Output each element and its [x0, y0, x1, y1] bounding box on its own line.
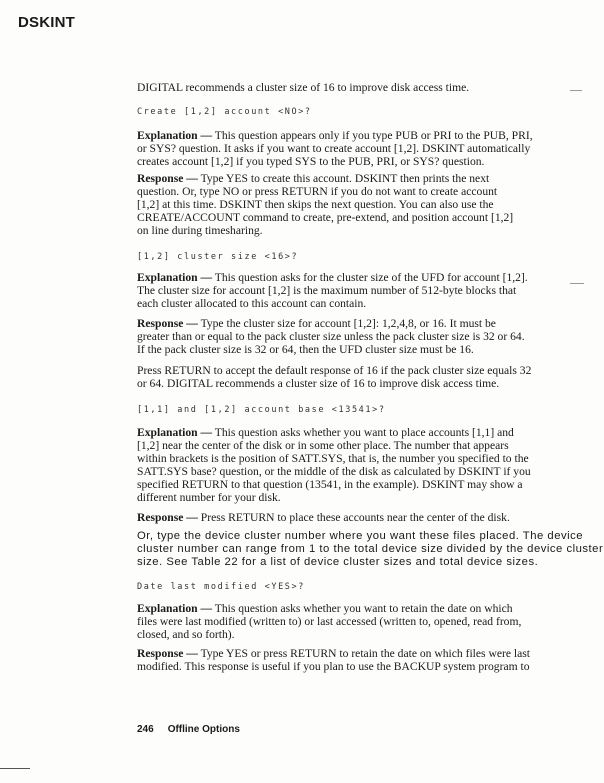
- scan-mark: [570, 90, 582, 91]
- page-footer: [137, 724, 254, 735]
- text-line: cluster number can range from 1 to the total device size divided by the device cluster: [137, 543, 604, 555]
- text-line: [137, 511, 577, 524]
- paragraph-text: Type the cluster size for account [1,2]: 1,2,4,8, or 16. It must be: [197, 317, 496, 330]
- explanation-paragraph: [137, 271, 577, 310]
- text-line: [137, 602, 577, 615]
- text-line: [137, 271, 577, 284]
- text-line: closed, and so forth).: [137, 628, 235, 641]
- text-line: creates account [1,2] if you typed SYS to the PUB, PRI, or SYS? question.: [137, 155, 485, 168]
- paragraph-label: Response —: [137, 317, 198, 330]
- text-line: [137, 426, 577, 439]
- text-line: files were last modified (written to) or last accessed (written to, opened, read from,: [137, 615, 522, 628]
- text-line: [137, 647, 577, 660]
- text-line: within brackets is the position of SATT.SYS, that is, the number you specified to the: [137, 452, 529, 465]
- text-line: modified. This response is useful if you plan to use the BACKUP system program to: [137, 660, 530, 673]
- text-line: [137, 317, 577, 330]
- text-line: Press RETURN to accept the default response of 16 if the pack cluster size equals 32: [137, 364, 532, 377]
- text-line: question. Or, type NO or press RETURN if you do not want to create account: [137, 185, 498, 198]
- footer-section-title: Offline Options: [167, 724, 240, 735]
- paragraph-text: This question asks whether you want to retain the date on which: [212, 602, 513, 615]
- response-paragraph: [137, 511, 577, 524]
- paragraph: [137, 81, 577, 94]
- text-line: each cluster allocated to this account can contain.: [137, 297, 367, 310]
- text-line: DIGITAL recommends a cluster size of 16 to improve disk access time.: [137, 81, 470, 94]
- response-paragraph: [137, 647, 577, 673]
- paragraph-label: Response —: [137, 647, 198, 660]
- text-line: size. See Table 22 for a list of device cluster sizes and total device sizes.: [137, 556, 539, 568]
- scan-mark: [570, 283, 584, 284]
- text-line: If the pack cluster size is 32 or 64, then the UFD cluster size must be 16.: [137, 343, 474, 356]
- explanation-paragraph: [137, 426, 577, 504]
- paragraph-label: Response —: [137, 511, 198, 524]
- response-paragraph: [137, 172, 577, 237]
- paragraph-text: This question asks whether you want to place accounts [1,1] and: [212, 426, 514, 439]
- text-line: on line during timesharing.: [137, 224, 263, 237]
- text-line: different number for your disk.: [137, 491, 281, 504]
- response-paragraph: [137, 317, 577, 356]
- terminal-prompt: Create [1,2] account <NO>?: [137, 107, 312, 117]
- paragraph-label: Explanation —: [137, 602, 213, 615]
- paragraph-label: Explanation —: [137, 129, 213, 142]
- paragraph-label: Response —: [137, 172, 198, 185]
- explanation-paragraph: [137, 129, 577, 168]
- terminal-prompt: [1,2] cluster size <16>?: [137, 252, 299, 262]
- text-line: [1,2] near the center of the disk or in some other place. The number that appears: [137, 439, 509, 452]
- text-line: CREATE/ACCOUNT command to create, pre-extend, and position account [1,2]: [137, 211, 514, 224]
- paragraph-text: Type YES to create this account. DSKINT then prints the next: [197, 172, 490, 185]
- paragraph-text: Type YES or press RETURN to retain the date on which files were last: [197, 647, 530, 660]
- text-line: Or, type the device cluster number where you want these files placed. The device: [137, 530, 584, 542]
- paragraph-label: Explanation —: [137, 271, 213, 284]
- text-line: specified RETURN to that question (13541, in the example). DSKINT may show a: [137, 478, 523, 491]
- text-line: or SYS? question. It asks if you want to create account [1,2]. DSKINT automatically: [137, 142, 531, 155]
- paragraph: [137, 364, 577, 390]
- terminal-prompt: Date last modified <YES>?: [137, 582, 305, 592]
- text-line: or 64. DIGITAL recommends a cluster size of 16 to improve disk access time.: [137, 377, 500, 390]
- text-line: greater than or equal to the pack cluster size unless the pack cluster size is 32 or 64.: [137, 330, 525, 343]
- text-line: [137, 129, 577, 142]
- section-header: DSKINT: [18, 14, 76, 31]
- page-number: 246: [137, 724, 154, 735]
- paragraph-text: This question asks for the cluster size of the UFD for account [1,2].: [212, 271, 528, 284]
- scan-mark: [0, 768, 30, 769]
- paragraph: [137, 530, 604, 569]
- terminal-prompt: [1,1] and [1,2] account base <13541>?: [137, 405, 386, 415]
- text-line: SATT.SYS base? question, or the middle of the disk as calculated by DSKINT if you: [137, 465, 531, 478]
- text-line: [137, 172, 577, 185]
- paragraph-text: This question appears only if you type PUB or PRI to the PUB, PRI,: [212, 129, 533, 142]
- paragraph-label: Explanation —: [137, 426, 213, 439]
- paragraph-text: Press RETURN to place these accounts near the center of the disk.: [197, 511, 510, 524]
- explanation-paragraph: [137, 602, 577, 641]
- text-line: [1,2] at this time. DSKINT then skips the next question. You can also use the: [137, 198, 494, 211]
- text-line: The cluster size for account [1,2] is the maximum number of 512-byte blocks that: [137, 284, 517, 297]
